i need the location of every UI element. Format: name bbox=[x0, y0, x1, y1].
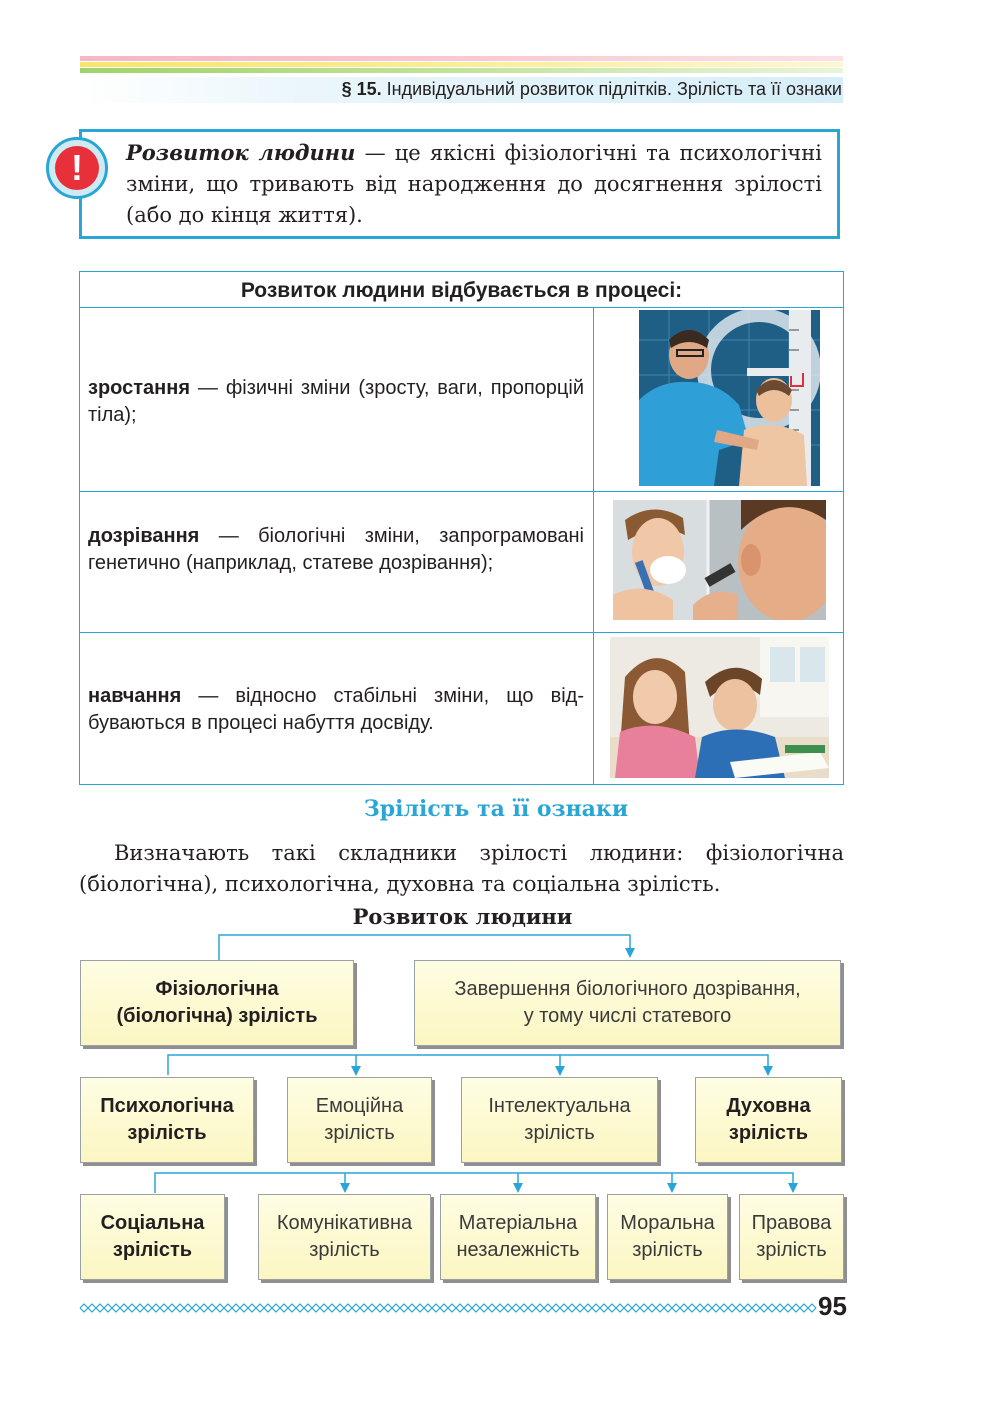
box-biological-completion: Завершення біологічного дозрівання, у тому числі статевого bbox=[414, 960, 841, 1046]
box-spiritual-maturity: Духовна зрілість bbox=[695, 1077, 842, 1163]
section-number: § 15. bbox=[341, 79, 382, 99]
box-psychological-maturity: Психологічна зрілість bbox=[80, 1077, 254, 1163]
footer-wave bbox=[80, 1304, 816, 1312]
row-term: зростання bbox=[88, 377, 190, 399]
row-text: — біологічні зміни, запрограмовані генетично (наприклад, статеве дозрівання); bbox=[88, 525, 584, 574]
box-emotional-maturity: Емоційна зрілість bbox=[287, 1077, 432, 1163]
header-title: Індивідуальний розвиток підлітків. Зрілість та її ознаки bbox=[386, 79, 842, 99]
row-term: навчання bbox=[88, 685, 182, 707]
definition-term: Розвиток людини bbox=[126, 140, 356, 165]
box-physiological-maturity: Фізіологічна (біологічна) зрілість bbox=[80, 960, 354, 1046]
section-title: Зрілість та її ознаки bbox=[363, 796, 629, 822]
box-legal-maturity: Правова зрілість bbox=[739, 1194, 844, 1280]
box-moral-maturity: Моральна зрілість bbox=[607, 1194, 728, 1280]
table-header: Розвиток людини відбувається в процесі: bbox=[79, 271, 844, 308]
box-material-independence: Матеріальна незалежність bbox=[440, 1194, 596, 1280]
exclamation-icon: ! bbox=[46, 137, 108, 199]
row-term: дозрівання bbox=[88, 525, 200, 547]
row-text: — фізичні зміни (зросту, ваги, пропорцій тіла); bbox=[88, 377, 584, 426]
body-paragraph: Визначають такі складники зрілості людини: фізіологічна (біологічна), психологічна, духовна та соціальна зрілість. bbox=[79, 841, 844, 896]
box-social-maturity: Соціальна зрілість bbox=[80, 1194, 225, 1280]
page-number: 95 bbox=[818, 1291, 847, 1321]
box-communicative-maturity: Комунікативна зрілість bbox=[258, 1194, 431, 1280]
diagram-title: Розвиток людини bbox=[352, 904, 573, 929]
box-intellectual-maturity: Інтелектуальна зрілість bbox=[461, 1077, 658, 1163]
definition-body: — це якісні фізіологічні та психологічні зміни, що тривають від народження до досягнення зрілості (або до кінця життя). bbox=[126, 141, 823, 227]
row-text: — відносно стабільні зміни, що відбуваються в процесі набуття досвіду. bbox=[88, 685, 584, 734]
